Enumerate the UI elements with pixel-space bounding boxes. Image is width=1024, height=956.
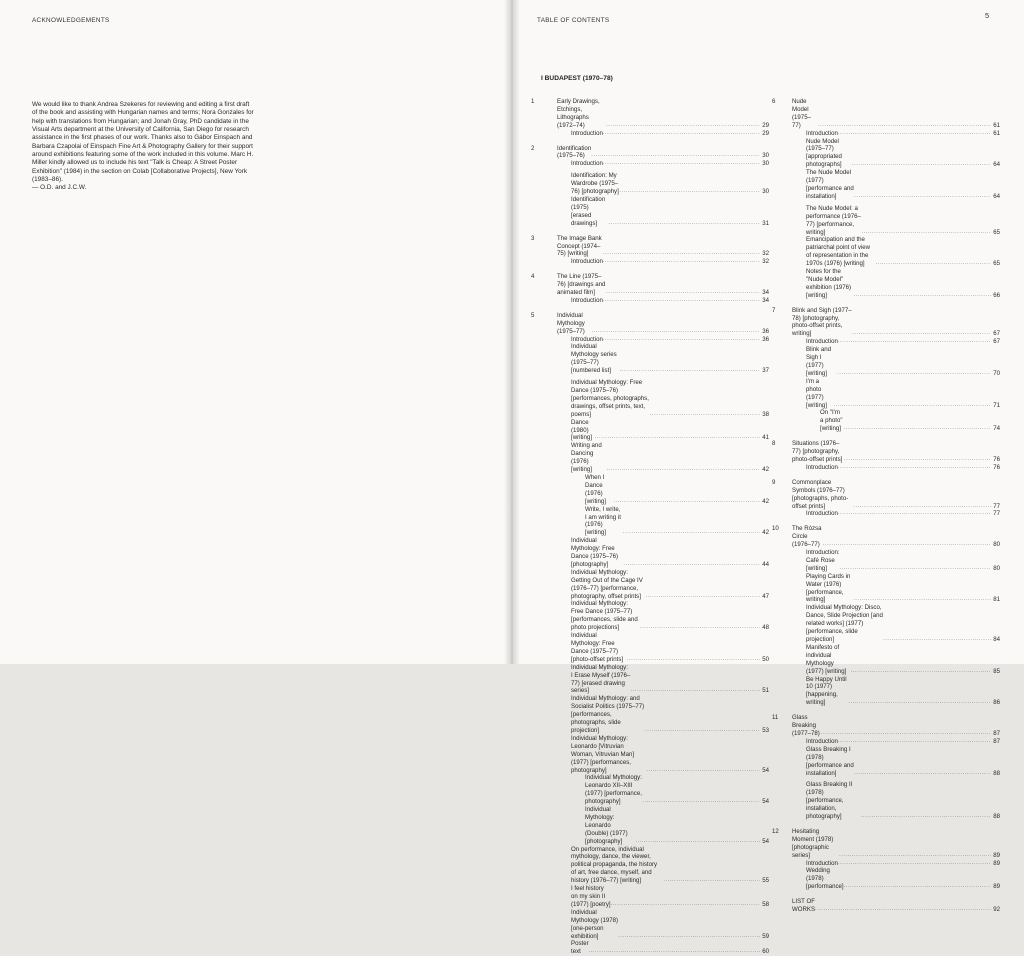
- toc-entry-title: Individual Mythology: Disco, Dance, Slide Projection [and related works] (1977) [performance, slide projection]: [806, 604, 883, 643]
- toc-entry-title: Identification: My Wardrobe (1975–76) [photography]: [571, 172, 619, 196]
- dot-leader: [818, 122, 991, 130]
- toc-page-number: 36: [762, 335, 769, 343]
- dot-leader: [844, 456, 991, 464]
- toc-entry: [557, 379, 769, 419]
- toc-entry: [792, 738, 1000, 746]
- dot-leader: [606, 289, 760, 297]
- dot-leader: [883, 636, 991, 644]
- toc-page-number: 71: [993, 401, 1000, 409]
- toc-page-number: 51: [762, 687, 769, 695]
- dot-leader: [614, 498, 761, 506]
- toc-entry-title: Introduction: [806, 859, 838, 867]
- chapter-number: 7: [772, 306, 776, 314]
- toc-entry-title: The Image Bank Concept (1974–75) [writing]: [557, 234, 602, 258]
- toc-entry-title: Hesitating Moment (1978) [photographic series]: [792, 827, 834, 859]
- toc-chapter: [531, 273, 769, 305]
- toc-chapter: [772, 714, 1000, 821]
- toc-page-number: 29: [762, 129, 769, 137]
- toc-entry-title: Introduction: [806, 510, 838, 518]
- toc-entry: [557, 735, 769, 775]
- toc-entry: [557, 98, 769, 130]
- toc-page-number: 92: [993, 906, 1000, 914]
- chapter-entries: [557, 98, 769, 138]
- toc-entry: [557, 145, 769, 161]
- toc-chapter: [772, 98, 1000, 300]
- chapter-entries: [792, 898, 1000, 914]
- toc-entry-title: Individual Mythology: and Socialist Politics (1975–77) [performances, photographs, slide projection]: [571, 695, 645, 734]
- toc-chapter: [531, 98, 769, 138]
- toc-entry: [792, 676, 1000, 708]
- toc-page-number: 30: [762, 152, 769, 160]
- chapter-entries: [557, 235, 769, 267]
- toc-page-number: 76: [993, 463, 1000, 471]
- toc-entry-title: LIST OF WORKS: [792, 898, 816, 914]
- toc-page-number: 55: [762, 877, 769, 885]
- toc-entry: [557, 273, 769, 297]
- toc-entry: [557, 940, 769, 956]
- toc-page-number: 34: [762, 296, 769, 304]
- toc-entry-title: I'm a photo (1977) [writing]: [806, 377, 827, 409]
- toc-entry-title: Individual Mythology: I Erase Myself (1976–77) [erased drawing series]: [571, 663, 631, 695]
- toc-page-number: 64: [993, 161, 1000, 169]
- dot-leader: [603, 297, 760, 305]
- toc-entry: [557, 774, 769, 806]
- toc-entry-title: Individual Mythology series (1975–77) [numbered list]: [571, 343, 617, 375]
- dot-leader: [851, 668, 992, 676]
- toc-page-number: 47: [762, 592, 769, 600]
- toc-page-number: 58: [762, 900, 769, 908]
- dot-leader: [861, 229, 991, 237]
- dot-leader: [838, 510, 991, 518]
- chapter-number: 4: [531, 273, 535, 281]
- chapter-entries: [792, 440, 1000, 472]
- toc-entry: [557, 297, 769, 305]
- toc-page-number: 89: [993, 859, 1000, 867]
- chapter-entries: [792, 479, 1000, 519]
- toc-entry-title: Introduction: [571, 296, 603, 304]
- toc-chapter: [772, 898, 1000, 914]
- toc-chapter: [772, 440, 1000, 472]
- toc-entry: [792, 268, 1000, 300]
- toc-page-number: 29: [762, 121, 769, 129]
- chapter-number: 2: [531, 144, 535, 152]
- toc-page-number: 65: [993, 260, 1000, 268]
- chapter-entries: [792, 307, 1000, 434]
- toc-entry: [792, 479, 1000, 511]
- toc-page-number: 77: [993, 510, 1000, 518]
- toc-entry-title: Writing and Dancing (1976) [writing]: [571, 442, 602, 474]
- toc-page-number: 80: [993, 541, 1000, 549]
- dot-leader: [591, 328, 760, 336]
- toc-page-number: 48: [762, 624, 769, 632]
- toc-entry: [557, 909, 769, 941]
- toc-entry: [557, 258, 769, 266]
- toc-entry: [792, 307, 1000, 339]
- dot-leader: [853, 596, 991, 604]
- toc-entry-title: Be Happy Until 10 (1977) [happening, writing]: [806, 675, 847, 707]
- dot-leader: [591, 152, 760, 160]
- toc-page-number: 37: [762, 367, 769, 375]
- dot-leader: [603, 258, 760, 266]
- toc-entry: [792, 138, 1000, 170]
- toc-entry: [792, 898, 1000, 914]
- chapter-number: 6: [772, 98, 776, 105]
- toc-entry-title: Glass Breaking (1977–78): [792, 714, 820, 737]
- acknowledgements-paragraph: We would like to thank Andrea Szekeres for reviewing and editing a first draft of the book and assisting with Hungarian names and terms; Nora Gonzales for help with translations from Hungarian; and Jonah Gray, PhD candidate in the Visual Arts department at the University of California, San Diego for research assistance in the first phases of our work. Thanks also to Gábor Einspach and Barbara Czapolai of Einspach Fine Art & Photography Gallery for their support around exhibitions featuring some of the work included in this volume. Marc H. Miller kindly allowed us to include his text "Talk is Cheap: A Street Poster Exhibition" (1984) in the section on Colab [Collaborative Projects], New York (1983–86).: [32, 101, 254, 184]
- dot-leader: [589, 948, 761, 956]
- toc-entry: [557, 600, 769, 632]
- toc-entry-title: Individual Mythology (1978) [one-person exhibition]: [571, 908, 619, 940]
- toc-entry: [792, 573, 1000, 605]
- toc-page-number: 54: [762, 798, 769, 806]
- toc-entry: [557, 336, 769, 344]
- toc-entry: [792, 549, 1000, 573]
- toc-page-number: 88: [993, 813, 1000, 821]
- toc-entry: [557, 160, 769, 168]
- toc-entry: [557, 806, 769, 846]
- toc-entry: [792, 409, 1000, 433]
- toc-entry-title: Individual Mythology: Leonardo XII–XIII (1977) [performance, photography]: [585, 774, 642, 806]
- toc-page-number: 42: [762, 497, 769, 505]
- section-heading: I BUDAPEST (1970–78): [541, 75, 613, 82]
- chapter-entries: [792, 525, 1000, 707]
- dot-leader: [815, 906, 991, 914]
- toc-page-number: 89: [993, 883, 1000, 891]
- chapter-number: 8: [772, 440, 776, 448]
- toc-entry: [557, 569, 769, 601]
- toc-entry-title: Blink and Sigh I (1977) [writing]: [806, 346, 832, 377]
- toc-entry-title: Wedding (1978) [performance]: [806, 867, 844, 891]
- dot-leader: [631, 687, 761, 695]
- toc-entry-title: Glass Breaking I (1978) [performance and installation]: [806, 745, 854, 777]
- toc-entry-title: Emancipation and the patriarchal point of view of representation in the 1970s (1976) [writing]: [806, 236, 871, 268]
- dot-leader: [838, 860, 991, 868]
- dot-leader: [620, 367, 760, 375]
- book-gutter: [504, 0, 520, 664]
- toc-entry-title: The Line (1975–76) [drawings and animated film]: [557, 273, 606, 297]
- toc-page-number: 60: [762, 948, 769, 956]
- toc-entry-title: Early Drawings, Etchings, Lithographs (1972–74): [557, 98, 600, 129]
- toc-entry-title: Dance (1980) [writing]: [571, 418, 592, 442]
- toc-page-number: 64: [993, 192, 1000, 200]
- toc-entry-title: Introduction: [806, 338, 838, 346]
- toc-entry-title: Poster text: [571, 940, 589, 956]
- toc-page-number: 76: [993, 455, 1000, 463]
- toc-entry: [792, 781, 1000, 821]
- dot-leader: [623, 561, 760, 569]
- toc-page-number: 32: [762, 250, 769, 258]
- toc-page-number: 87: [993, 737, 1000, 745]
- toc-entry: [557, 885, 769, 909]
- toc-page-number: 70: [993, 369, 1000, 377]
- toc-entry-title: Individual Mythology: Free Dance (1975–76) [performances, photographs, drawings, offset prints, text, poems]: [571, 379, 649, 418]
- toc-entry: [792, 644, 1000, 676]
- acknowledgements-text: [32, 101, 254, 193]
- dot-leader: [838, 338, 991, 346]
- toc-page-number: 31: [762, 219, 769, 227]
- dot-leader: [603, 130, 760, 138]
- toc-chapter: [531, 312, 769, 956]
- toc-page-number: 32: [762, 258, 769, 266]
- toc-entry-title: Individual Mythology: Free Dance (1975–77) [photo-offset prints]: [571, 632, 624, 663]
- dot-leader: [623, 529, 760, 537]
- toc-chapter: [772, 525, 1000, 707]
- toc-entry-title: Notes for the "Nude Model" exhibition (1976) [writing]: [806, 268, 852, 299]
- chapter-entries: [792, 98, 1000, 300]
- running-head: ACKNOWLEDGEMENTS: [32, 17, 110, 24]
- toc-entry: [557, 846, 769, 886]
- dot-leader: [642, 798, 760, 806]
- toc-page-number: 30: [762, 160, 769, 168]
- dot-leader: [838, 130, 991, 138]
- toc-entry-title: Introduction: [806, 737, 838, 745]
- dot-leader: [646, 593, 761, 601]
- toc-entry-title: Individual Mythology: Free Dance (1975–76) [photography]: [571, 537, 619, 568]
- dot-leader: [607, 466, 760, 474]
- toc-entry: [557, 196, 769, 228]
- toc-entry: [792, 205, 1000, 237]
- toc-entry: [557, 130, 769, 138]
- chapter-number: 10: [772, 525, 779, 533]
- toc-entry-title: Identification (1975) [erased drawings]: [571, 195, 606, 227]
- dot-leader: [854, 770, 991, 778]
- toc-column-right: [772, 98, 1000, 914]
- dot-leader: [603, 250, 760, 258]
- toc-entry-title: The Nude Model: a performance (1976–77) [performance, writing]: [806, 204, 861, 236]
- toc-entry-title: Nude Model (1975–77) [appropriated photographs]: [806, 137, 842, 169]
- toc-entry: [792, 464, 1000, 472]
- toc-entry: [792, 338, 1000, 346]
- toc-entry-title: Nude Model (1975–77): [792, 98, 811, 129]
- toc-page-number: 54: [762, 837, 769, 845]
- toc-entry: [792, 860, 1000, 868]
- toc-entry: [792, 130, 1000, 138]
- toc-entry-title: Individual Mythology: Leonardo (Double) (1977) [photography]: [585, 806, 628, 845]
- chapter-entries: [792, 828, 1000, 891]
- toc-entry: [792, 169, 1000, 201]
- dot-leader: [840, 565, 992, 573]
- dot-leader: [595, 434, 760, 442]
- toc-entry: [792, 378, 1000, 410]
- toc-page-number: 54: [762, 766, 769, 774]
- toc-page-number: 41: [762, 434, 769, 442]
- dot-leader: [609, 220, 761, 228]
- dot-leader: [837, 370, 991, 378]
- toc-entry-title: On "I'm a photo" [writing]: [820, 409, 843, 433]
- dot-leader: [618, 933, 760, 941]
- toc-entry: [557, 312, 769, 336]
- toc-entry-title: Situations (1976–77) [photography, photo-offset prints]: [792, 440, 843, 463]
- toc-entry-title: Introduction: [571, 160, 603, 168]
- toc-page-number: 53: [762, 726, 769, 734]
- chapter-number: 3: [531, 234, 535, 242]
- toc-entry: [557, 474, 769, 506]
- dot-leader: [853, 503, 991, 511]
- dot-leader: [821, 730, 991, 738]
- toc-entry: [557, 537, 769, 569]
- toc-page-number: 38: [762, 410, 769, 418]
- dot-leader: [854, 292, 992, 300]
- chapter-number: 5: [531, 311, 535, 319]
- left-page: [0, 0, 508, 664]
- toc-entry: [792, 440, 1000, 464]
- toc-entry: [792, 746, 1000, 778]
- dot-leader: [635, 838, 760, 846]
- dot-leader: [645, 727, 760, 735]
- toc-page-number: 67: [993, 330, 1000, 338]
- toc-page-number: 50: [762, 655, 769, 663]
- toc-entry-title: Introduction: [571, 129, 603, 137]
- toc-entry: [557, 506, 769, 538]
- toc-chapter: [772, 479, 1000, 519]
- toc-chapter: [531, 235, 769, 267]
- dot-leader: [848, 699, 991, 707]
- toc-page-number: 59: [762, 932, 769, 940]
- toc-entry: [557, 172, 769, 196]
- toc-page-number: 65: [993, 228, 1000, 236]
- toc-page-number: 89: [993, 851, 1000, 859]
- toc-column-left: [531, 98, 769, 956]
- chapter-entries: [557, 312, 769, 956]
- chapter-entries: [557, 145, 769, 228]
- toc-entry-title: On performance, individual mythology, dance, the viewer, political propaganda, the history of art, free dance, myself, and history (1976–77) [writing]: [571, 845, 658, 885]
- toc-page-number: 67: [993, 338, 1000, 346]
- toc-entry: [792, 604, 1000, 644]
- toc-entry: [792, 346, 1000, 378]
- toc-entry-title: Individual Mythology: Free Dance (1975–77) [performances, slide and photo projections]: [571, 600, 638, 632]
- toc-entry-title: Introduction: [571, 258, 603, 266]
- dot-leader: [823, 541, 991, 549]
- toc-entry-title: Identification (1975–76): [557, 144, 592, 160]
- chapter-entries: [792, 714, 1000, 821]
- toc-page-number: 85: [993, 667, 1000, 675]
- toc-entry: [792, 510, 1000, 518]
- toc-entry-title: Introduction: [806, 463, 838, 471]
- toc-page-number: 30: [762, 188, 769, 196]
- toc-page-number: 86: [993, 699, 1000, 707]
- toc-entry-title: I feel history on my skin II (1977) [poetry]: [571, 885, 611, 908]
- toc-entry-title: Individual Mythology: Leonardo [Vitruvian Woman, Vitruvian Man] (1977) [performances, photography]: [571, 734, 635, 774]
- chapter-number: 9: [772, 478, 776, 486]
- toc-entry-title: Write, I write, I am writing it (1976) [writing]: [585, 505, 621, 537]
- toc-entry: [557, 235, 769, 259]
- dot-leader: [603, 336, 760, 344]
- toc-page-number: 34: [762, 289, 769, 297]
- toc-entry-title: Introduction: [571, 335, 603, 343]
- dot-leader: [852, 330, 991, 338]
- dot-leader: [611, 901, 761, 909]
- toc-page-number: 80: [993, 564, 1000, 572]
- toc-page-number: 77: [993, 502, 1000, 510]
- toc-entry-title: Blink and Sigh (1977–78) [photography, photo-offset prints, writing]: [792, 306, 852, 338]
- dot-leader: [646, 767, 760, 775]
- dot-leader: [663, 877, 760, 885]
- toc-page-number: 87: [993, 729, 1000, 737]
- toc-entry: [557, 343, 769, 375]
- dot-leader: [854, 193, 991, 201]
- chapter-number: 1: [531, 98, 535, 105]
- dot-leader: [838, 738, 991, 746]
- toc-entry-title: Playing Cards in Water (1976) [performance, writing]: [806, 572, 851, 604]
- toc-chapter: [772, 307, 1000, 434]
- toc-entry-title: Glass Breaking II (1978) [performance, installation, photography]: [806, 781, 853, 821]
- toc-entry-title: The Nude Model (1977) [performance and installation]: [806, 169, 854, 200]
- toc-entry-title: Introduction: [806, 129, 838, 137]
- toc-entry: [792, 867, 1000, 891]
- toc-page-number: 84: [993, 636, 1000, 643]
- toc-page-number: 36: [762, 327, 769, 335]
- dot-leader: [844, 883, 992, 891]
- dot-leader: [640, 624, 760, 632]
- dot-leader: [838, 464, 991, 472]
- dot-leader: [852, 161, 991, 169]
- toc-entry-title: Individual Mythology (1975–77): [557, 311, 585, 335]
- toc-page-number: 61: [993, 121, 1000, 129]
- toc-page-number: 44: [762, 560, 769, 568]
- toc-entry: [792, 98, 1000, 130]
- signature: — O.D. and J.C.W.: [32, 184, 87, 192]
- toc-entry: [792, 236, 1000, 268]
- toc-page-number: 88: [993, 769, 1000, 777]
- page-number: 5: [985, 11, 990, 20]
- chapter-entries: [557, 273, 769, 305]
- running-head: TABLE OF CONTENTS: [537, 17, 610, 24]
- toc-entry: [557, 419, 769, 443]
- toc-entry: [557, 442, 769, 474]
- dot-leader: [606, 122, 760, 130]
- toc-entry-title: Commonplace Symbols (1976–77) [photographs, photo-offset prints]: [792, 478, 849, 510]
- toc-page-number: 61: [993, 129, 1000, 137]
- toc-page-number: 66: [993, 291, 1000, 299]
- toc-entry: [557, 695, 769, 735]
- toc-entry: [557, 664, 769, 696]
- chapter-number: 12: [772, 827, 779, 835]
- toc-entry: [557, 632, 769, 664]
- chapter-number: [772, 898, 792, 914]
- dot-leader: [861, 813, 991, 821]
- dot-leader: [619, 188, 760, 196]
- dot-leader: [833, 402, 991, 410]
- toc-chapter: [772, 828, 1000, 891]
- toc-page-number: 81: [993, 596, 1000, 604]
- toc-entry: [792, 828, 1000, 860]
- toc-page-number: 42: [762, 466, 769, 474]
- dot-leader: [839, 852, 991, 860]
- dot-leader: [627, 656, 760, 664]
- toc-entry-title: Introduction: Café Rose [writing]: [806, 549, 840, 572]
- toc-entry-title: Manifesto of individual Mythology (1977) [writing]: [806, 643, 847, 675]
- toc-entry: [792, 714, 1000, 738]
- dot-leader: [875, 260, 991, 268]
- dot-leader: [603, 160, 760, 168]
- toc-entry-title: The Rózsa Circle (1976–77): [792, 525, 822, 549]
- toc-entry: [792, 525, 1000, 549]
- toc-entry-title: Individual Mythology: Getting Out of the Cage IV (1976–77) [performance, photography, offset prints]: [571, 568, 643, 600]
- toc-entry-title: When I Dance (1976) [writing]: [585, 473, 606, 505]
- toc-page-number: 74: [993, 425, 1000, 433]
- toc-page-number: 42: [762, 529, 769, 537]
- dot-leader: [650, 411, 760, 419]
- toc-chapter: [531, 145, 769, 228]
- dot-leader: [844, 425, 991, 433]
- chapter-number: 11: [772, 714, 779, 722]
